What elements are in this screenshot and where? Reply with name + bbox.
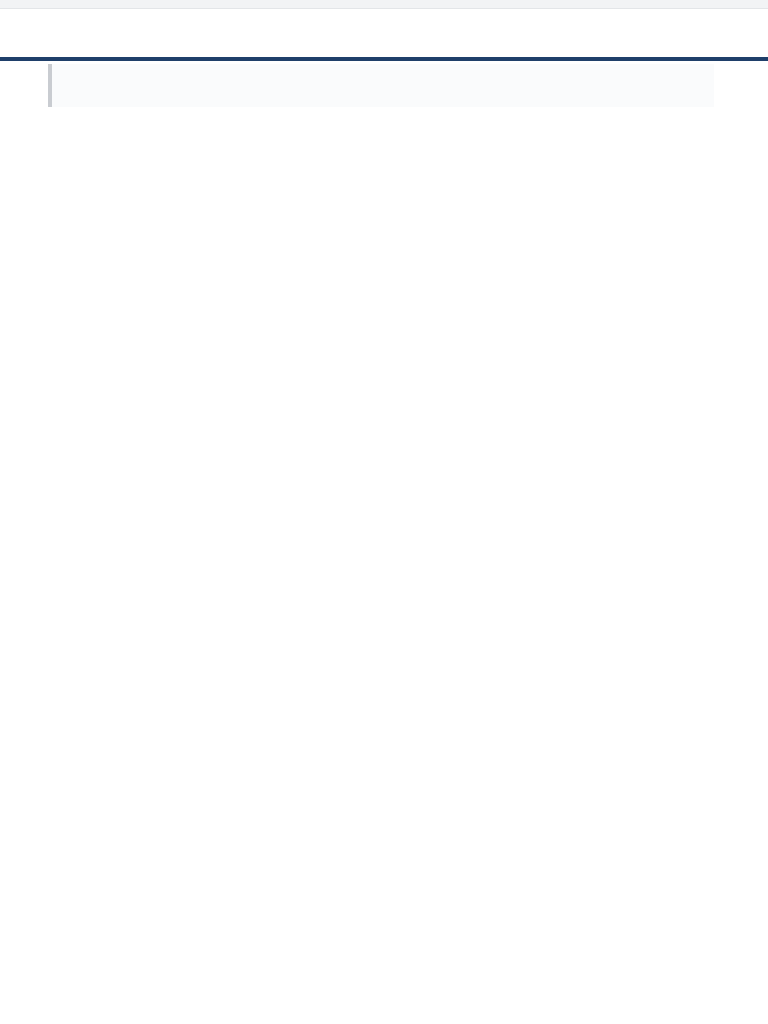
article-section [48,494,720,538]
body-paragraph [48,381,720,397]
abstract-text [60,75,714,105]
section-subheading [48,263,720,272]
body-paragraph [48,428,720,444]
section-subheading [48,216,720,225]
section-subheading [48,570,720,579]
article-section [48,541,720,567]
article-section [48,263,720,289]
article-section [48,293,720,350]
section-subheading [48,447,720,456]
author-list[interactable] [48,38,720,56]
article-section [48,570,720,596]
section-heading [48,106,720,116]
body-paragraph [48,136,720,152]
body-paragraph [48,410,720,426]
abstract-heading [60,66,714,75]
article-section [48,447,720,491]
body-paragraph [48,551,720,567]
body-paragraph [48,197,720,213]
section-subheading [48,306,720,315]
section-subheading [48,169,720,178]
section-subheading [48,541,720,550]
article-title [48,12,720,36]
section-subheading [48,353,720,362]
article-body [48,102,720,598]
browser-top-strip [0,0,768,9]
article-section [48,400,720,444]
body-paragraph [48,316,720,332]
body-paragraph [48,457,720,473]
body-paragraph [48,504,720,520]
navigation-bar [0,57,768,61]
body-paragraph [48,363,720,379]
body-paragraph [48,475,720,491]
article-header [48,12,720,56]
body-paragraph [48,179,720,195]
body-paragraph [48,226,720,242]
body-paragraph [48,273,720,289]
body-paragraph [48,118,720,134]
body-paragraph [48,244,720,260]
article-section [48,353,720,397]
section-heading [48,156,720,166]
abstract-box [48,64,714,107]
article-section [48,106,720,152]
article-section [48,156,720,213]
body-paragraph [48,580,720,596]
body-paragraph [48,334,720,350]
section-heading [48,293,720,303]
body-paragraph [48,522,720,538]
section-subheading [48,400,720,409]
section-subheading [48,494,720,503]
article-section [48,216,720,260]
